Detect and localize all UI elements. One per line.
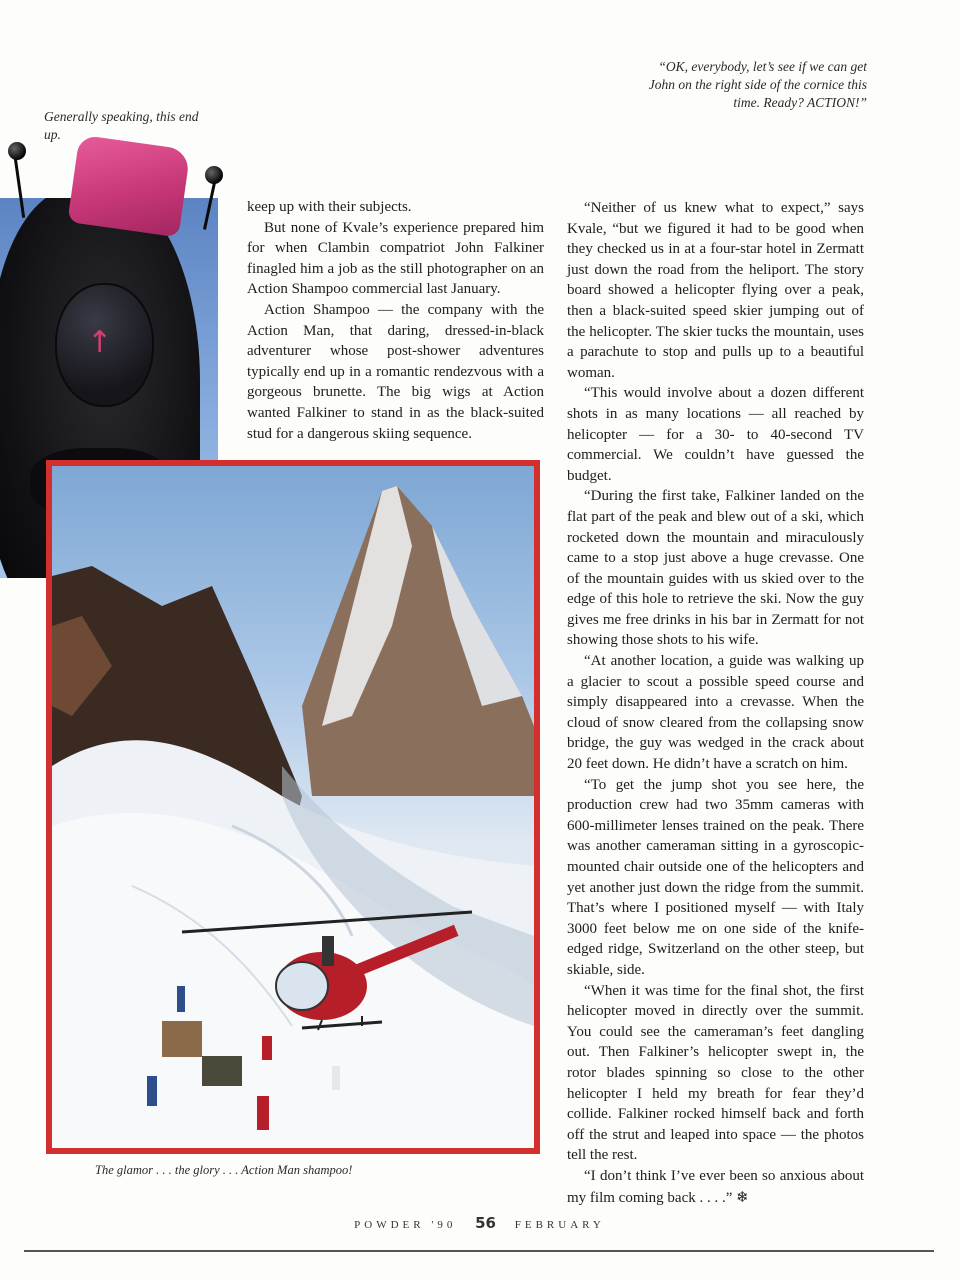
equipment-pile	[202, 1056, 242, 1086]
ski-pole-tip-right	[205, 166, 223, 184]
body-column-left	[247, 197, 544, 444]
ski-pole-tip-left	[8, 142, 26, 160]
folio-magazine: POWDER '90	[354, 1219, 457, 1231]
paragraph: “Neither of us knew what to expect,” says Kvale, “but we figured it had to be good when they checked us in at a four-star hotel in Zermatt just down the road from the heliport. The story board showed a helicopter flying over a peak, then a black-suited speed skier jumping out of the helicopter. The skier tucks the mountain, uses a parachute to stop and pulls up to a beautiful woman.	[567, 200, 864, 381]
paragraph: Action Shampoo — the company with the Action Man, that daring, dressed-in-black adventurer whose post-shower adventures typically end up in a romantic rendezvous with a gorgeous brunette. The big wigs at Action wanted Falkiner to stand in as the black-suited stud for a dangerous skiing sequence.	[247, 301, 544, 442]
paragraph: “When it was time for the final shot, the first helicopter moved in directly over the summit. You could see the cameraman’s feet dangling out. Then Falkiner’s helicopter swept in, the rotor blades spinning so close to the other helicopter I held my breath for fear they’d collide. Falkiner rocked himself back and forth off the strut and leaped into space — the photos tell the rest.	[567, 982, 864, 1164]
mountain-helicopter-photo	[46, 460, 540, 1154]
page-folio	[0, 1214, 959, 1232]
photo-inner	[52, 466, 534, 1148]
page-number: 56	[475, 1214, 496, 1232]
matterhorn-peak	[302, 486, 534, 796]
paragraph: “This would involve about a dozen different shots in as many locations — all reached by helicopter — for a 30- to 40-second TV commercial. We couldn’t have guessed the budget.	[567, 385, 864, 484]
caption-top-left: Generally speaking, this end up.	[44, 109, 199, 142]
mountain-scene	[52, 466, 534, 1148]
paragraph: “During the first take, Falkiner landed on the flat part of the peak and blew out of a ski, which rocketed down the mountain and miraculously came to a stop just above a huge crevasse. One of the mountain guides with us skied over to the edge of this hole to retrieve the ski. Now the guy gives me free drinks in his bar in Zermatt for not showing those shots to his wife.	[567, 488, 864, 649]
equipment-crate	[162, 1021, 202, 1057]
paragraph: But none of Kvale’s experience prepared him for when Clambin compatriot John Falkiner finagled him a job as the still photographer on an Action Shampoo commercial last January.	[247, 219, 544, 298]
final-quote: “I don’t think I’ve ever been so anxious about my film coming back . . . .”	[567, 1167, 864, 1206]
up-arrow-icon: ↑	[87, 325, 113, 360]
paragraph-final	[567, 1166, 864, 1208]
paragraph: “At another location, a guide was walking up a glacier to scout a possible speed course and simply disappeared into a crevasse. When the cloud of snow cleared from the collapsing snow bridge, the guy was wedged in the crack about 20 feet down. He didn’t have a scratch on him.	[567, 653, 864, 773]
snowflake-icon: ❄	[736, 1187, 749, 1206]
paragraph: keep up with their subjects.	[247, 199, 412, 215]
caption-top-right: “OK, everybody, let’s see if we can get John on the right side of the cornice this time. Ready? ACTION!”	[648, 59, 867, 110]
bottom-rule	[24, 1250, 934, 1252]
paragraph: “To get the jump shot you see here, the production crew had two 35mm cameras with 600-millimeter lenses trained on the peak. There was another cameraman sitting in a gyroscopic-mounted chair outside one of the helicopters and yet another just down the ridge from the summit. That’s where I positioned myself — with Italy 3000 feet below me on one side of the knife-edged ridge, Switzerland on the other steep, but skiable, side.	[567, 776, 864, 978]
body-column-right	[567, 198, 864, 1208]
folio-month: FEBRUARY	[514, 1219, 605, 1231]
pink-parachute-pack	[67, 135, 190, 238]
caption-photo: The glamor . . . the glory . . . Action Man shampoo!	[95, 1163, 353, 1177]
